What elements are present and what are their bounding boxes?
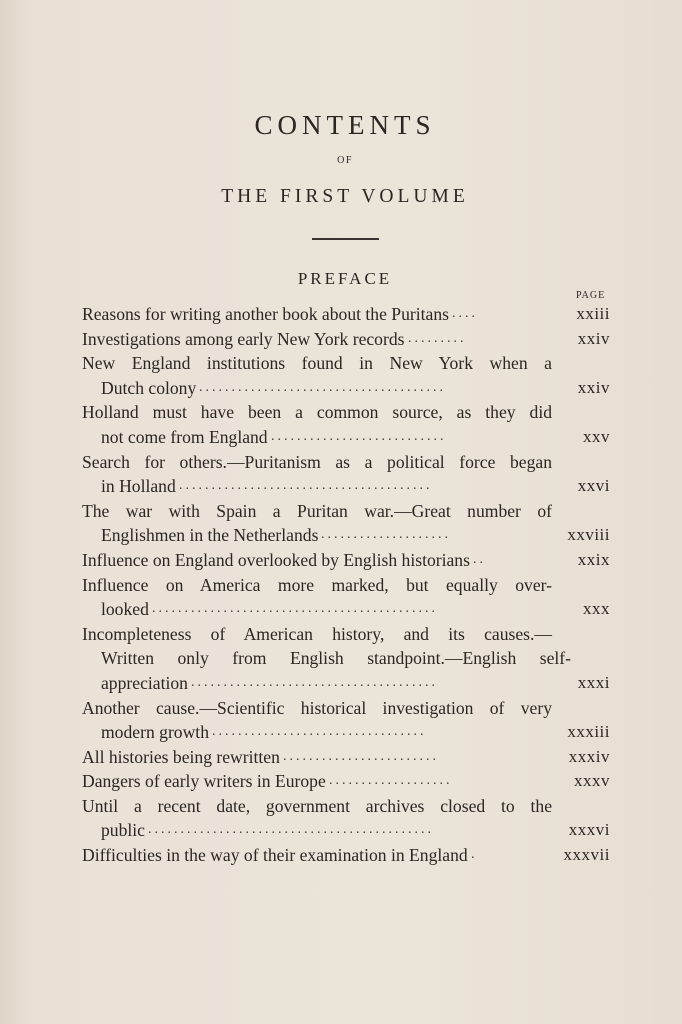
toc-entry-text: Englishmen in the Netherlands [101, 525, 319, 546]
dot-leader: . [471, 847, 478, 863]
dot-leader: ............................................ [152, 601, 438, 617]
toc-entry-text: Dangers of early writers in Europe [82, 771, 326, 792]
toc-line [82, 474, 610, 499]
table-of-contents [82, 302, 610, 868]
toc-line [82, 425, 610, 450]
toc-entry-text: not come from England [101, 426, 268, 447]
page-column-label: PAGE [576, 290, 606, 301]
toc-line [82, 400, 610, 425]
toc-line [82, 376, 610, 401]
dot-leader: ...................................... [199, 379, 446, 395]
dot-leader: ........................... [271, 428, 447, 444]
dot-leader: ........................ [283, 748, 439, 764]
toc-line [82, 818, 610, 843]
toc-line [82, 548, 610, 573]
toc-entry-text: Search for others.—Puritanism as a political force began [82, 451, 552, 472]
toc-entry-text: Difficulties in the way of their examination in England [82, 845, 468, 866]
toc-page-number: xxix [577, 549, 610, 569]
toc-entry-text: Another cause.—Scientific historical investigation of very [82, 697, 552, 718]
dot-leader: ...................................... [191, 674, 438, 690]
toc-line [82, 597, 610, 622]
toc-entry-text: Written only from English standpoint.—English self- [101, 648, 571, 669]
toc-line [82, 794, 610, 819]
dot-leader: ................................. [212, 724, 427, 740]
toc-line [82, 696, 610, 721]
toc-entry-text: in Holland [101, 476, 176, 497]
dot-leader: .... [452, 306, 478, 321]
toc-line [82, 622, 610, 647]
toc-line [82, 745, 610, 770]
toc-entry-text: appreciation [101, 672, 188, 693]
dot-leader: .. [473, 551, 486, 567]
divider-rule [312, 238, 379, 240]
toc-line [82, 843, 610, 868]
dot-leader: ....................................... [179, 478, 433, 494]
toc-page-number: xxx [583, 599, 610, 619]
toc-entry-text: looked [101, 599, 149, 620]
toc-line [82, 720, 610, 745]
dot-leader: ................... [329, 773, 453, 789]
toc-page-number: xxvi [577, 476, 610, 496]
toc-entry-text: All histories being rewritten [82, 746, 280, 767]
toc-line [82, 450, 610, 475]
toc-page-number: xxiv [577, 328, 610, 348]
title-connector: OF [337, 155, 353, 166]
toc-entry-text: Holland must have been a common source, as they did [82, 402, 552, 423]
toc-line [82, 573, 610, 598]
volume-title: THE FIRST VOLUME [221, 186, 469, 207]
toc-entry-text: Influence on England overlooked by English historians [82, 549, 470, 570]
section-heading: PREFACE [297, 269, 393, 288]
toc-page-number: xxviii [567, 525, 610, 545]
toc-entry-text: modern growth [101, 722, 209, 743]
toc-line [82, 302, 610, 327]
toc-line [82, 523, 610, 548]
toc-line [82, 327, 610, 352]
page-title: CONTENTS [254, 110, 436, 140]
toc-entry-text: Until a recent date, government archives closed to the [82, 795, 552, 816]
toc-line [82, 499, 610, 524]
toc-entry-text: Investigations among early New York records [82, 328, 405, 349]
toc-page-number: xxxvii [563, 845, 610, 865]
toc-page-number: xxiv [577, 377, 610, 397]
toc-page-number: xxxi [577, 672, 610, 692]
toc-line [82, 671, 610, 696]
toc-page-number: xxxv [574, 771, 610, 791]
dot-leader: .................... [321, 527, 451, 543]
toc-page-number: xxxvi [568, 820, 610, 840]
toc-page-number: xxxiv [568, 746, 610, 766]
toc-line [82, 769, 610, 794]
toc-entry-text: The war with Spain a Puritan war.—Great number of [82, 500, 552, 521]
toc-entry-text: Influence on America more marked, but equally over- [82, 574, 552, 595]
toc-entry-text: Incompleteness of American history, and its causes.— [82, 623, 552, 644]
dot-leader: ......... [408, 330, 467, 346]
toc-line [82, 351, 610, 376]
toc-entry-text: public [101, 820, 145, 841]
toc-page-number: xxiii [576, 304, 610, 323]
toc-line [82, 646, 610, 671]
dot-leader: ............................................ [148, 822, 434, 838]
toc-page-number: xxv [583, 426, 610, 446]
toc-page-number: xxxiii [567, 722, 610, 742]
toc-entry-text: Reasons for writing another book about the Puritans [82, 304, 449, 324]
toc-entry-text: Dutch colony [101, 377, 197, 398]
toc-entry-text: New England institutions found in New York when a [82, 353, 552, 374]
